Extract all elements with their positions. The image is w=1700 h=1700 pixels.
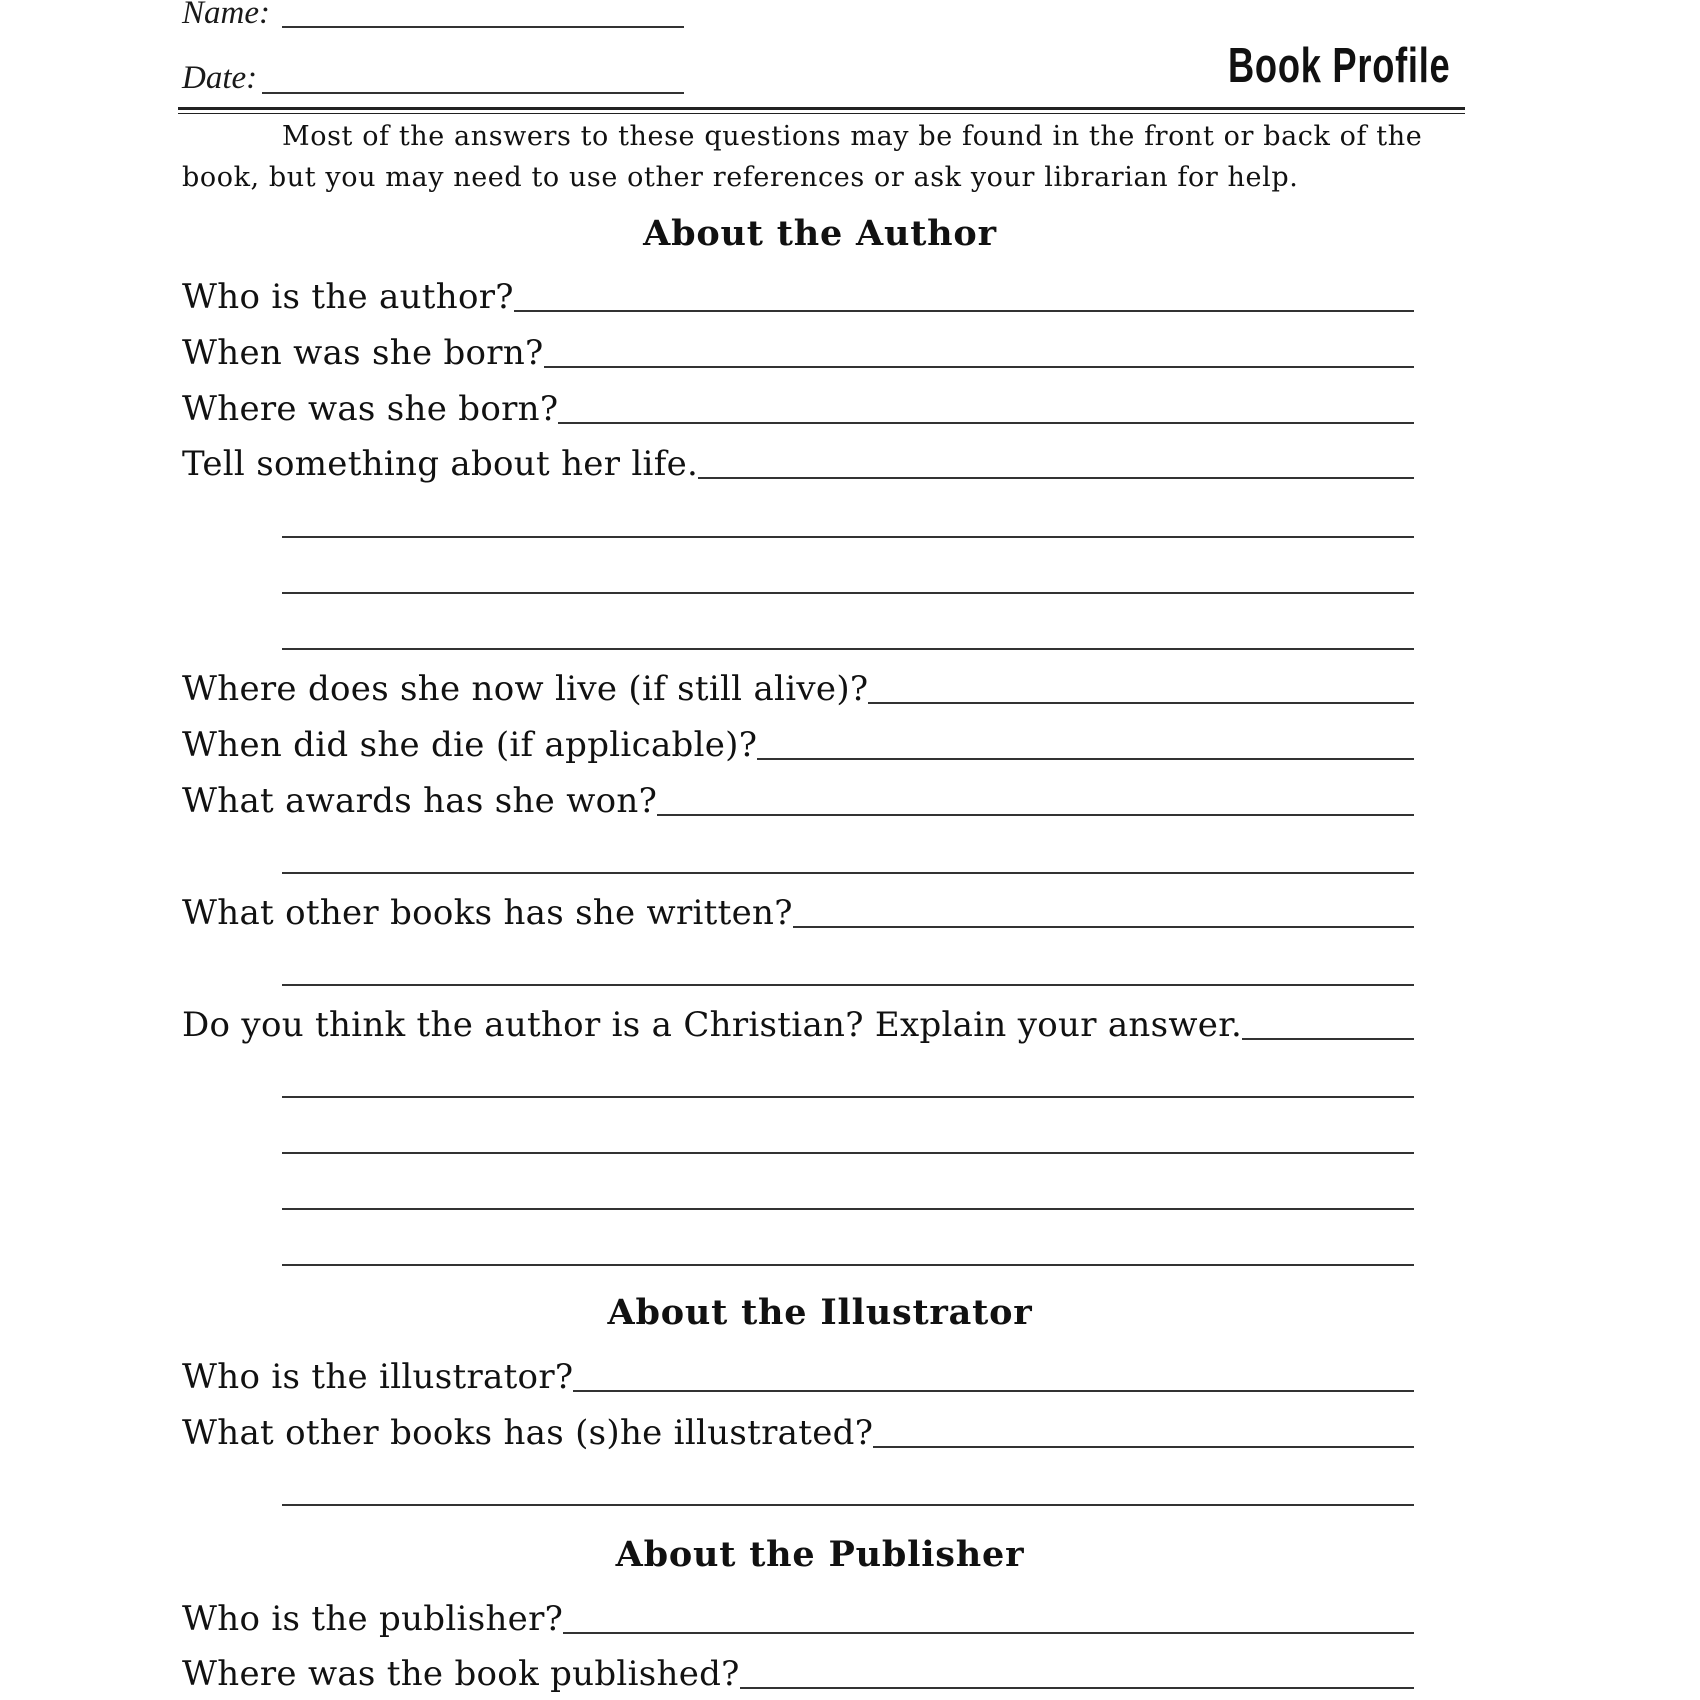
section-heading-author: About the Author xyxy=(643,213,997,254)
intro-paragraph: Most of the answers to these questions may be found in the front or back of the book, but you may need to use other references or ask your librarian for help. xyxy=(182,121,1423,193)
section-heading-publisher: About the Publisher xyxy=(615,1534,1025,1575)
question-author-born-where xyxy=(182,378,1414,428)
question-label: When did she die (if applicable)? xyxy=(182,725,758,765)
question-label: Where was she born? xyxy=(182,389,559,429)
answer-line[interactable] xyxy=(1242,1038,1414,1040)
question-author-born-when xyxy=(182,322,1414,372)
question-label: What awards has she won? xyxy=(182,781,658,821)
date-field[interactable] xyxy=(262,92,684,94)
answer-line-extra[interactable] xyxy=(282,984,1414,986)
question-author-awards xyxy=(182,770,1414,820)
question-label: Where does she now live (if still alive)? xyxy=(182,669,869,709)
question-label: When was she born? xyxy=(182,333,544,373)
header-divider-thin xyxy=(178,113,1465,114)
answer-line[interactable] xyxy=(873,1446,1414,1448)
question-label: Who is the author? xyxy=(182,277,514,317)
question-label: Do you think the author is a Christian? Explain your answer. xyxy=(182,1005,1243,1045)
name-label: Name: xyxy=(182,0,270,31)
name-field[interactable] xyxy=(282,26,684,28)
answer-line-extra[interactable] xyxy=(282,1264,1414,1266)
question-author-life xyxy=(182,433,1414,483)
section-heading-illustrator: About the Illustrator xyxy=(607,1292,1033,1333)
question-illustrator-books xyxy=(182,1402,1414,1452)
answer-line-extra[interactable] xyxy=(282,648,1414,650)
answer-line[interactable] xyxy=(657,814,1414,816)
page-title: Book Profile xyxy=(1228,39,1451,93)
question-label: What other books has (s)he illustrated? xyxy=(182,1413,874,1453)
answer-line[interactable] xyxy=(558,422,1414,424)
date-label: Date: xyxy=(182,60,258,96)
answer-line[interactable] xyxy=(868,702,1414,704)
question-label: Who is the illustrator? xyxy=(182,1357,574,1397)
answer-line[interactable] xyxy=(793,926,1414,928)
answer-line[interactable] xyxy=(573,1390,1414,1392)
answer-line[interactable] xyxy=(698,477,1414,479)
answer-line-extra[interactable] xyxy=(282,1152,1414,1154)
answer-line[interactable] xyxy=(757,758,1414,760)
answer-line-extra[interactable] xyxy=(282,1504,1414,1506)
question-illustrator-name xyxy=(182,1346,1414,1396)
answer-line-extra[interactable] xyxy=(282,592,1414,594)
answer-line[interactable] xyxy=(563,1632,1414,1634)
answer-line[interactable] xyxy=(514,310,1414,312)
question-author-lives xyxy=(182,658,1414,708)
header-divider-thick xyxy=(178,107,1465,110)
answer-line[interactable] xyxy=(740,1687,1414,1689)
question-author-christian xyxy=(182,994,1414,1044)
question-label: Where was the book published? xyxy=(182,1654,740,1694)
question-label: Tell something about her life. xyxy=(182,444,699,484)
question-author-books xyxy=(182,882,1414,932)
question-label: Who is the publisher? xyxy=(182,1599,564,1639)
answer-line[interactable] xyxy=(544,366,1414,368)
question-author-name xyxy=(182,266,1414,316)
answer-line-extra[interactable] xyxy=(282,536,1414,538)
answer-line-extra[interactable] xyxy=(282,1208,1414,1210)
answer-line-extra[interactable] xyxy=(282,872,1414,874)
question-publisher-place xyxy=(182,1643,1414,1693)
question-publisher-name xyxy=(182,1588,1414,1638)
question-author-died xyxy=(182,714,1414,764)
answer-line-extra[interactable] xyxy=(282,1096,1414,1098)
question-label: What other books has she written? xyxy=(182,893,793,933)
